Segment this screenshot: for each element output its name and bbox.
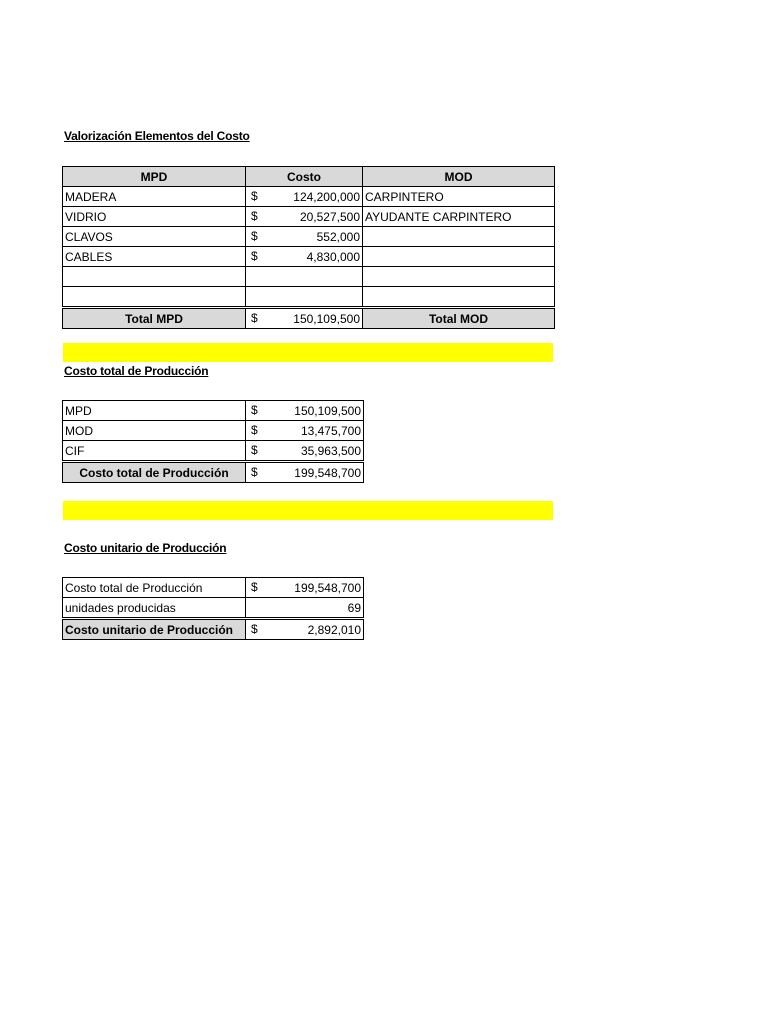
header-mpd: MPD (63, 167, 246, 187)
highlight-band-2 (63, 501, 553, 520)
costo-value: 124,200,000 (293, 189, 360, 204)
label-cell: MOD (63, 421, 246, 441)
total-label: Costo total de Producción (63, 462, 246, 483)
mod-cell: CARPINTERO (363, 187, 555, 207)
total-mpd-cell (246, 308, 363, 329)
empty-cell (246, 287, 363, 308)
empty-cell (363, 267, 555, 287)
unidades-value: 69 (246, 598, 364, 619)
costo-cell (246, 247, 363, 267)
valorizacion-title: Valorización Elementos del Costo (64, 129, 250, 143)
mod-cell: AYUDANTE CARPINTERO (363, 207, 555, 227)
total-amount-cell (246, 619, 364, 640)
total-mod-label: Total MOD (363, 308, 555, 329)
costo-total-table (62, 400, 364, 483)
currency-symbol: $ (251, 229, 258, 243)
costo-value: 4,830,000 (306, 249, 360, 264)
empty-cell (63, 287, 246, 308)
currency-symbol: $ (251, 249, 258, 263)
empty-cell (63, 267, 246, 287)
currency-symbol: $ (251, 311, 258, 325)
currency-symbol: $ (251, 465, 258, 479)
label-cell: MPD (63, 401, 246, 421)
total-amount-value: 2,892,010 (307, 622, 361, 637)
costo-unitario-title: Costo unitario de Producción (64, 541, 227, 555)
currency-symbol: $ (251, 189, 258, 203)
table-row (63, 187, 555, 207)
total-amount-cell (246, 462, 364, 483)
currency-symbol: $ (251, 622, 258, 636)
costo-cell (246, 227, 363, 247)
total-amount-value: 199,548,700 (294, 465, 361, 480)
table-header-row (63, 167, 555, 187)
costo-cell (246, 187, 363, 207)
total-row (63, 619, 364, 640)
table-row (63, 578, 364, 598)
amount-value: 199,548,700 (294, 580, 361, 595)
amount-value: 35,963,500 (300, 443, 361, 458)
label-cell: unidades producidas (63, 598, 246, 619)
highlight-band-1 (63, 343, 553, 362)
empty-row (63, 267, 555, 287)
amount-cell (246, 421, 364, 441)
currency-symbol: $ (251, 423, 258, 437)
empty-row (63, 287, 555, 308)
costo-value: 20,527,500 (299, 209, 360, 224)
total-label: Costo unitario de Producción (63, 619, 246, 640)
label-cell: Costo total de Producción (63, 578, 246, 598)
valorizacion-table (62, 166, 555, 329)
amount-cell (246, 441, 364, 462)
mpd-cell: VIDRIO (63, 207, 246, 227)
costo-total-title: Costo total de Producción (64, 364, 209, 378)
currency-symbol: $ (251, 209, 258, 223)
mod-cell (363, 247, 555, 267)
table-row (63, 401, 364, 421)
amount-value: 13,475,700 (300, 423, 361, 438)
total-mpd-value: 150,109,500 (293, 311, 360, 326)
header-mod: MOD (363, 167, 555, 187)
mpd-cell: MADERA (63, 187, 246, 207)
mod-cell (363, 227, 555, 247)
mpd-cell: CLAVOS (63, 227, 246, 247)
table-row (63, 247, 555, 267)
amount-cell (246, 578, 364, 598)
costo-unitario-table (62, 577, 364, 640)
table-row (63, 227, 555, 247)
total-row (63, 462, 364, 483)
table-row (63, 598, 364, 619)
currency-symbol: $ (251, 403, 258, 417)
total-row (63, 308, 555, 329)
label-cell: CIF (63, 441, 246, 462)
total-mpd-label: Total MPD (63, 308, 246, 329)
amount-cell (246, 401, 364, 421)
mpd-cell: CABLES (63, 247, 246, 267)
table-row (63, 207, 555, 227)
currency-symbol: $ (251, 580, 258, 594)
table-row (63, 441, 364, 462)
amount-value: 150,109,500 (294, 403, 361, 418)
currency-symbol: $ (251, 443, 258, 457)
costo-cell (246, 207, 363, 227)
header-costo: Costo (246, 167, 363, 187)
costo-value: 552,000 (316, 229, 360, 244)
table-row (63, 421, 364, 441)
empty-cell (363, 287, 555, 308)
empty-cell (246, 267, 363, 287)
